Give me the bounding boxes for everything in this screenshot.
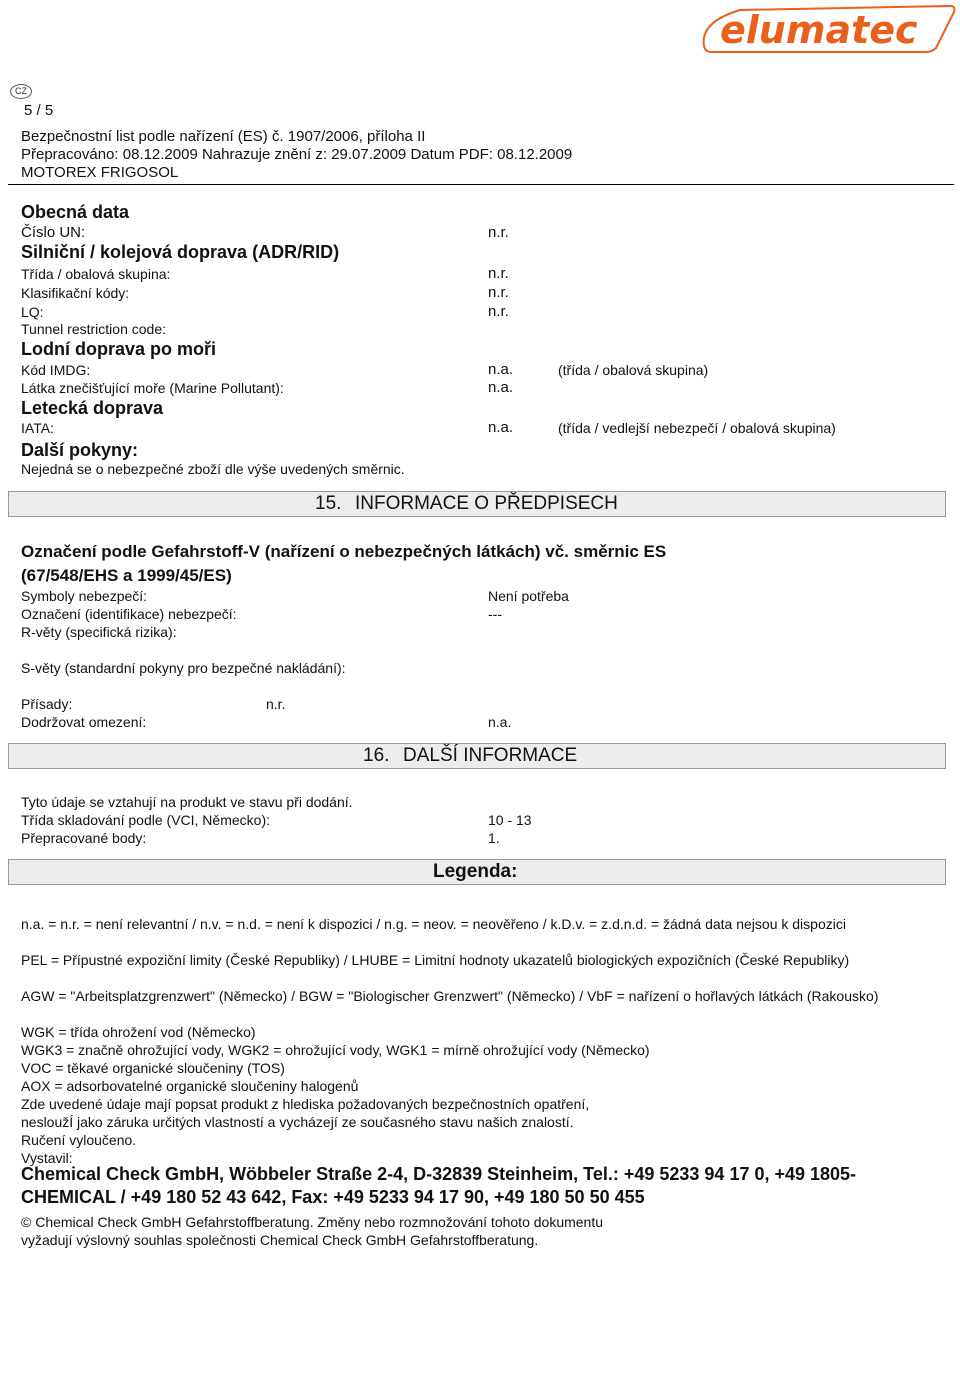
ingredients-label: Přísady: xyxy=(21,696,73,712)
un-value: n.r. xyxy=(488,224,509,241)
iata-note: (třída / vedlejší nebezpečí / obalová skupina) xyxy=(558,420,836,436)
revised-value: 1. xyxy=(488,830,500,846)
legend-line-liability: Ručení vyloučeno. xyxy=(21,1132,137,1148)
section-16-number: 16. xyxy=(363,745,390,766)
imdg-note: (třída / obalová skupina) xyxy=(558,362,709,378)
road-title: Silniční / kolejová doprava (ADR/RID) xyxy=(21,242,340,262)
other-title: Další pokyny: xyxy=(21,440,139,460)
iata-label: IATA: xyxy=(21,420,54,436)
legend-line-disclaimer2: nesloužÍ jako záruka určitých vlastností a vycházejí ze současného stavu našich znalostí. xyxy=(21,1114,574,1130)
tunnel-label: Tunnel restriction code: xyxy=(21,321,166,337)
s15-subtitle-line1: Označení podle Gefahrstoff-V (nařízení o nebezpečných látkách) vč. směrnic ES xyxy=(21,542,667,561)
legend-line-agw: AGW = "Arbeitsplatzgrenzwert" (Německo) / BGW = "Biologischer Grenzwert" (Německo) / VbF = nařízení o hořlavých látkách (Rakousko) xyxy=(21,988,879,1004)
hazard-label: Označení (identifikace) nebezpečí: xyxy=(21,606,237,622)
r-phrases-label: R-věty (specifická rizika): xyxy=(21,624,177,640)
legend-line-voc: VOC = těkavé organické sloučeniny (TOS) xyxy=(21,1060,285,1076)
elumatec-logo xyxy=(700,2,956,54)
pollutant-label: Látka znečišťující moře (Marine Pollutant): xyxy=(21,380,284,396)
other-text: Nejedná se o nebezpečné zboží dle výše uvedených směrnic. xyxy=(21,461,405,477)
legend-line-wgk: WGK = třída ohrožení vod (Německo) xyxy=(21,1024,256,1040)
iata-value: n.a. xyxy=(488,419,514,436)
copyright-line1: © Chemical Check GmbH Gefahrstoffberatung. Změny nebo rozmnožování tohoto dokumentu xyxy=(21,1214,604,1230)
limits-value: n.a. xyxy=(488,714,512,730)
legend-line-aox: AOX = adsorbovatelné organické sloučeniny halogenů xyxy=(21,1078,359,1094)
section-16-title: DALŠÍ INFORMACE xyxy=(403,745,578,766)
section-15-header xyxy=(8,491,946,517)
hazard-value: --- xyxy=(488,606,502,622)
product-name: MOTOREX FRIGOSOL xyxy=(21,164,179,181)
storage-label: Třída skladování podle (VCI, Německo): xyxy=(21,812,270,828)
section-15-title: INFORMACE O PŘEDPISECH xyxy=(355,493,618,514)
revision-line: Přepracováno: 08.12.2009 Nahrazuje znění z: 29.07.2009 Datum PDF: 08.12.2009 xyxy=(21,146,573,163)
doc-title: Bezpečnostní list podle nařízení (ES) č. 1907/2006, příloha II xyxy=(21,128,426,145)
air-title: Letecká doprava xyxy=(21,398,164,418)
copyright-line2: vyžadují výslovný souhlas společnosti Chemical Check GmbH Gefahrstoffberatung. xyxy=(21,1232,539,1248)
symbols-label: Symboly nebezpečí: xyxy=(21,588,148,604)
header-divider xyxy=(8,184,954,185)
general-title: Obecná data xyxy=(21,202,130,222)
limits-label: Dodržovat omezení: xyxy=(21,714,147,730)
issuer-line1: Chemical Check GmbH, Wöbbeler Straße 2-4, D-32839 Steinheim, Tel.: +49 5233 94 17 0, +49 1805- xyxy=(21,1164,857,1184)
s16-line1: Tyto údaje se vztahují na produkt ve stavu při dodání. xyxy=(21,794,353,810)
lq-value: n.r. xyxy=(488,303,509,320)
section-15-number: 15. xyxy=(315,493,342,514)
imdg-value: n.a. xyxy=(488,361,514,378)
pollutant-value: n.a. xyxy=(488,379,514,396)
classcode-value: n.r. xyxy=(488,284,509,301)
imdg-label: Kód IMDG: xyxy=(21,362,91,378)
revised-label: Přepracované body: xyxy=(21,830,147,846)
class-value: n.r. xyxy=(488,265,509,282)
legend-line-pel: PEL = Přípustné expoziční limity (České Republiky) / LHUBE = Limitní hodnoty ukazatelů biologických expozičních (České Republiky) xyxy=(21,952,850,968)
brand-text: elumatec xyxy=(720,8,918,52)
legend-line-wgk-classes: WGK3 = značně ohrožující vody, WGK2 = ohrožující vody, WGK1 = mírně ohrožující vody (Německo) xyxy=(21,1042,650,1058)
class-label: Třída / obalová skupina: xyxy=(21,266,171,282)
section-16-header xyxy=(8,743,946,769)
classcode-label: Klasifikační kódy: xyxy=(21,285,130,301)
ingredients-value: n.r. xyxy=(266,696,286,712)
s15-subtitle-line2: (67/548/EHS a 1999/45/ES) xyxy=(21,566,232,585)
s-phrases-label: S-věty (standardní pokyny pro bezpečné nakládání): xyxy=(21,660,346,676)
legend-header xyxy=(8,859,946,885)
legend-line-abbrev: n.a. = n.r. = není relevantní / n.v. = n.d. = není k dispozici / n.g. = neov. = neověřeno / k.D.v. = z.d.n.d. = žádná data nejsou k dispozici xyxy=(21,916,846,932)
storage-value: 10 - 13 xyxy=(488,812,532,828)
country-badge: CZ xyxy=(10,84,32,99)
lq-label: LQ: xyxy=(21,304,44,320)
legend-line-issuer-label: Vystavil: xyxy=(21,1150,73,1166)
legend-title: Legenda: xyxy=(433,861,518,882)
legend-line-disclaimer1: Zde uvedené údaje mají popsat produkt z hlediska požadovaných bezpečnostních opatření, xyxy=(21,1096,590,1112)
un-label: Číslo UN: xyxy=(21,224,86,241)
symbols-value: Není potřeba xyxy=(488,588,569,604)
sea-title: Lodní doprava po moři xyxy=(21,339,217,359)
page-number: 5 / 5 xyxy=(24,102,54,119)
issuer-line2: CHEMICAL / +49 180 52 43 642, Fax: +49 5233 94 17 90, +49 180 50 50 455 xyxy=(21,1187,645,1207)
